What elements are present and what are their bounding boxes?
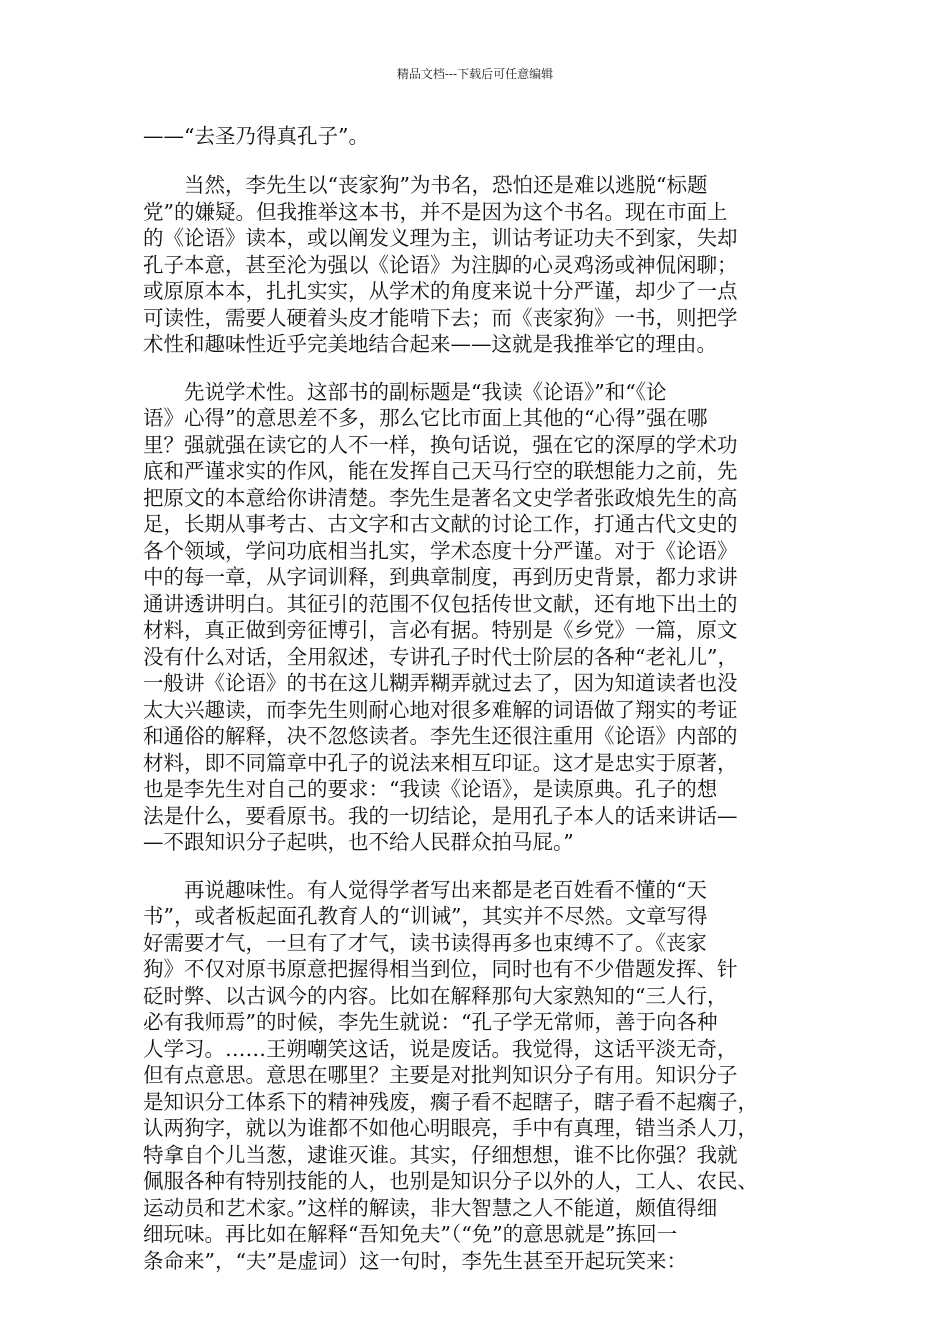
text-line: 中的每一章，从字词训释，到典章制度，再到历史背景，都力求讲 <box>143 565 738 589</box>
text-line: 的《论语》读本，或以阐发义理为主，训诂考证功夫不到家，失却 <box>143 226 738 250</box>
paragraph <box>143 877 807 1275</box>
text-line: 和通俗的解释，决不忽悠读者。李先生还很注重用《论语》内部的 <box>143 724 738 748</box>
text-line: 细玩味。再比如在解释“吾知免夫”（“免”的意思就是”拣回一 <box>143 1222 678 1246</box>
text-line: 必有我师焉”的时候，李先生就说：“孔子学无常师，善于向各种 <box>143 1010 718 1034</box>
text-line: 一般讲《论语》的书在这儿糊弄糊弄就过去了，因为知道读者也没 <box>143 671 738 695</box>
text-line: 运动员和艺术家。”这样的解读，非大智慧之人不能道，颇值得细 <box>143 1195 718 1220</box>
text-line: 特拿自个儿当葱，逮谁灭谁。其实，仔细想想，谁不比你强？我就 <box>143 1142 738 1167</box>
text-line: 材料，即不同篇章中孔子的说法来相互印证。这才是忠实于原著， <box>143 750 738 775</box>
text-line: 孔子本意，甚至沦为强以《论语》为注脚的心灵鸡汤或神侃闲聊； <box>143 252 738 277</box>
text-line: 人学习。……王朔嘲笑这话，说是废话。我觉得，这话平淡无奇， <box>143 1036 738 1061</box>
text-line: 条命来”，“夫”是虚词）这一句时，李先生甚至开起玩笑来： <box>143 1248 687 1273</box>
text-line: 或原原本本，扎扎实实，从学术的角度来说十分严谨，却少了一点 <box>143 279 738 303</box>
text-line: 佩服各种有特别技能的人，也别是知识分子以外的人，工人、农民、 <box>143 1169 758 1193</box>
text-line: 当然，李先生以“丧家狗”为书名，恐怕还是难以逃脱“标题 <box>143 173 708 197</box>
text-line: 里？强就强在读它的人不一样，换句话说，强在它的深厚的学术功 <box>143 432 738 457</box>
page-header: 精品文档---下载后可任意编辑 <box>396 67 554 81</box>
text-line: 太大兴趣读，而李先生则耐心地对很多难解的词语做了翔实的考证 <box>143 697 738 722</box>
paragraph-list <box>143 172 807 1274</box>
text-line: 底和严谨求实的作风，能在发挥自己天马行空的联想能力之前，先 <box>143 459 738 483</box>
text-line: 再说趣味性。有人觉得学者写出来都是老百姓看不懂的“天 <box>143 877 707 902</box>
document-body <box>143 122 807 1295</box>
text-line: 好需要才气，一旦有了才气，读书读得再多也束缚不了。《丧家 <box>143 930 707 955</box>
text-line: 足，长期从事考古、古文字和古文献的讨论工作，打通古代文史的 <box>143 512 738 536</box>
text-line: 术性和趣味性近乎完美地结合起来——这就是我推举它的理由。 <box>143 332 717 356</box>
lead-line: ——“去圣乃得真孔子”。 <box>143 124 369 148</box>
text-line: 狗》不仅对原书原意把握得相当到位，同时也有不少借题发挥、针 <box>143 957 738 981</box>
text-line: 先说学术性。这部书的副标题是“我读《论语》”和“《论 <box>143 379 667 404</box>
text-line: 党”的嫌疑。但我推举这本书，并不是因为这个书名。现在市面上 <box>143 199 728 224</box>
text-line: 法是什么，要看原书。我的一切结论，是用孔子本人的话来讲话— <box>143 803 738 828</box>
text-line: —不跟知识分子起哄，也不给人民群众拍马屁。” <box>143 830 574 854</box>
text-line: 是知识分工体系下的精神残废，瘸子看不起瞎子，瞎子看不起瘸子， <box>143 1089 758 1114</box>
text-line: 但有点意思。意思在哪里？主要是对批判知识分子有用。知识分子 <box>143 1063 738 1087</box>
text-line: 可读性，需要人硬着头皮才能啃下去；而《丧家狗》一书，则把学 <box>143 305 738 330</box>
text-line: 把原文的本意给你讲清楚。李先生是著名文史学者张政烺先生的高 <box>143 485 738 510</box>
text-line: 也是李先生对自己的要求：“我读《论语》，是读原典。孔子的想 <box>143 777 718 801</box>
text-line: 砭时弊、以古讽今的内容。比如在解释那句大家熟知的“三人行， <box>143 983 728 1008</box>
text-line: 各个领域，学问功底相当扎实，学术态度十分严谨。对于《论语》 <box>143 538 738 563</box>
paragraph <box>143 172 807 358</box>
text-line: 材料，真正做到旁征博引，言必有据。特别是《乡党》一篇，原文 <box>143 618 738 642</box>
text-line: 认两狗字，就以为谁都不如他心明眼亮，手中有真理，错当杀人刀， <box>143 1116 758 1140</box>
text-line: 书”，或者板起面孔教育人的“训诫”，其实并不尽然。文章写得 <box>143 904 708 928</box>
paragraph <box>143 379 807 856</box>
text-line: 通讲透讲明白。其征引的范围不仅包括传世文献，还有地下出土的 <box>143 591 738 616</box>
text-line: 没有什么对话，全用叙述，专讲孔子时代士阶层的各种“老礼儿”， <box>143 644 738 669</box>
text-line: 语》心得”的意思差不多，那么它比市面上其他的“心得”强在哪 <box>143 406 708 430</box>
